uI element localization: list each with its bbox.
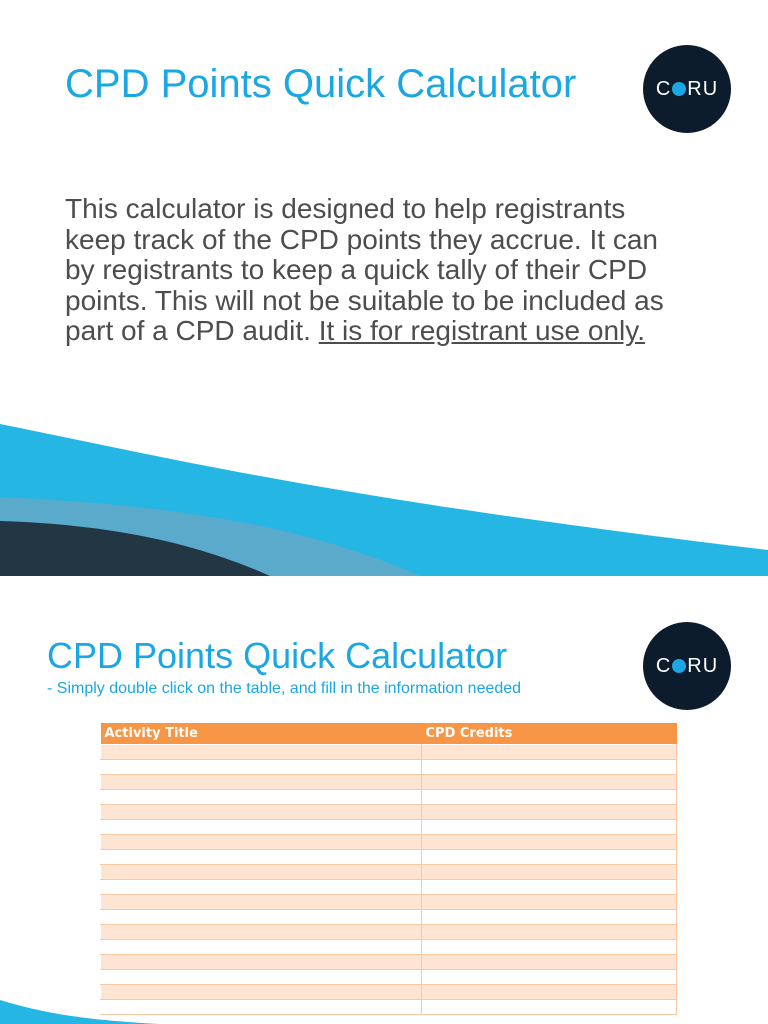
table-row[interactable] — [101, 970, 677, 985]
cpd-credits-cell[interactable] — [422, 850, 677, 865]
cpd-credits-cell[interactable] — [422, 985, 677, 1000]
table-row[interactable] — [101, 820, 677, 835]
slide-2 — [0, 576, 768, 1024]
calculator-description — [65, 194, 665, 347]
cpd-points-table-container[interactable] — [100, 723, 676, 1015]
table-row[interactable] — [101, 910, 677, 925]
cpd-credits-cell[interactable] — [422, 820, 677, 835]
description-emphasis: It is for registrant use only. — [318, 315, 645, 346]
table-row[interactable] — [101, 775, 677, 790]
activity-title-cell[interactable] — [101, 880, 422, 895]
activity-title-cell[interactable] — [101, 895, 422, 910]
table-row[interactable] — [101, 955, 677, 970]
table-row[interactable] — [101, 985, 677, 1000]
logo-dot-icon — [672, 659, 686, 673]
cpd-credits-cell[interactable] — [422, 745, 677, 760]
table-body[interactable] — [101, 745, 677, 1015]
activity-title-cell[interactable] — [101, 835, 422, 850]
table-row[interactable] — [101, 760, 677, 775]
activity-title-cell[interactable] — [101, 820, 422, 835]
logo-letter-c: C — [655, 77, 672, 100]
coru-logo — [643, 622, 731, 710]
cpd-credits-cell[interactable] — [422, 970, 677, 985]
coru-logo — [643, 45, 731, 133]
slide-2-title: CPD Points Quick Calculator — [47, 635, 508, 676]
cpd-points-table[interactable] — [100, 723, 677, 1015]
activity-title-cell[interactable] — [101, 955, 422, 970]
cpd-credits-cell[interactable] — [422, 880, 677, 895]
description-text: This calculator is designed to help registrants keep track of the CPD points they accrue. It can by registrants to keep a quick tally of their CPD points. This will not be suitable to be included as part of a CPD audit. — [65, 193, 664, 346]
table-row[interactable] — [101, 1000, 677, 1015]
column-header-cpd-credits: CPD Credits — [422, 723, 677, 745]
activity-title-cell[interactable] — [101, 760, 422, 775]
table-row[interactable] — [101, 835, 677, 850]
table-row[interactable] — [101, 850, 677, 865]
table-row[interactable] — [101, 880, 677, 895]
cpd-credits-cell[interactable] — [422, 790, 677, 805]
table-row[interactable] — [101, 865, 677, 880]
cpd-credits-cell[interactable] — [422, 1000, 677, 1015]
activity-title-cell[interactable] — [101, 745, 422, 760]
logo-letters-ru: RU — [687, 654, 719, 677]
activity-title-cell[interactable] — [101, 940, 422, 955]
cpd-credits-cell[interactable] — [422, 925, 677, 940]
cpd-credits-cell[interactable] — [422, 805, 677, 820]
decorative-wave — [0, 400, 768, 576]
decorative-wave-corner — [0, 976, 160, 1024]
logo-letters-ru: RU — [687, 77, 719, 100]
logo-letter-c: C — [655, 654, 672, 677]
wave-corner-band — [0, 1000, 160, 1024]
table-row[interactable] — [101, 940, 677, 955]
slide-2-subtitle: - Simply double click on the table, and fill in the information needed — [47, 680, 522, 697]
cpd-credits-cell[interactable] — [422, 760, 677, 775]
activity-title-cell[interactable] — [101, 865, 422, 880]
table-row[interactable] — [101, 745, 677, 760]
logo-dot-icon — [672, 82, 686, 96]
activity-title-cell[interactable] — [101, 925, 422, 940]
cpd-credits-cell[interactable] — [422, 955, 677, 970]
cpd-credits-cell[interactable] — [422, 910, 677, 925]
activity-title-cell[interactable] — [101, 850, 422, 865]
cpd-credits-cell[interactable] — [422, 940, 677, 955]
table-row[interactable] — [101, 895, 677, 910]
cpd-credits-cell[interactable] — [422, 865, 677, 880]
activity-title-cell[interactable] — [101, 775, 422, 790]
column-header-activity-title: Activity Title — [101, 723, 422, 745]
cpd-credits-cell[interactable] — [422, 835, 677, 850]
activity-title-cell[interactable] — [101, 805, 422, 820]
table-row[interactable] — [101, 805, 677, 820]
table-row[interactable] — [101, 790, 677, 805]
activity-title-cell[interactable] — [101, 910, 422, 925]
cpd-credits-cell[interactable] — [422, 775, 677, 790]
activity-title-cell[interactable] — [101, 790, 422, 805]
slide-1-title: CPD Points Quick Calculator — [65, 62, 577, 106]
cpd-credits-cell[interactable] — [422, 895, 677, 910]
table-row[interactable] — [101, 925, 677, 940]
table-header-row — [101, 723, 677, 745]
